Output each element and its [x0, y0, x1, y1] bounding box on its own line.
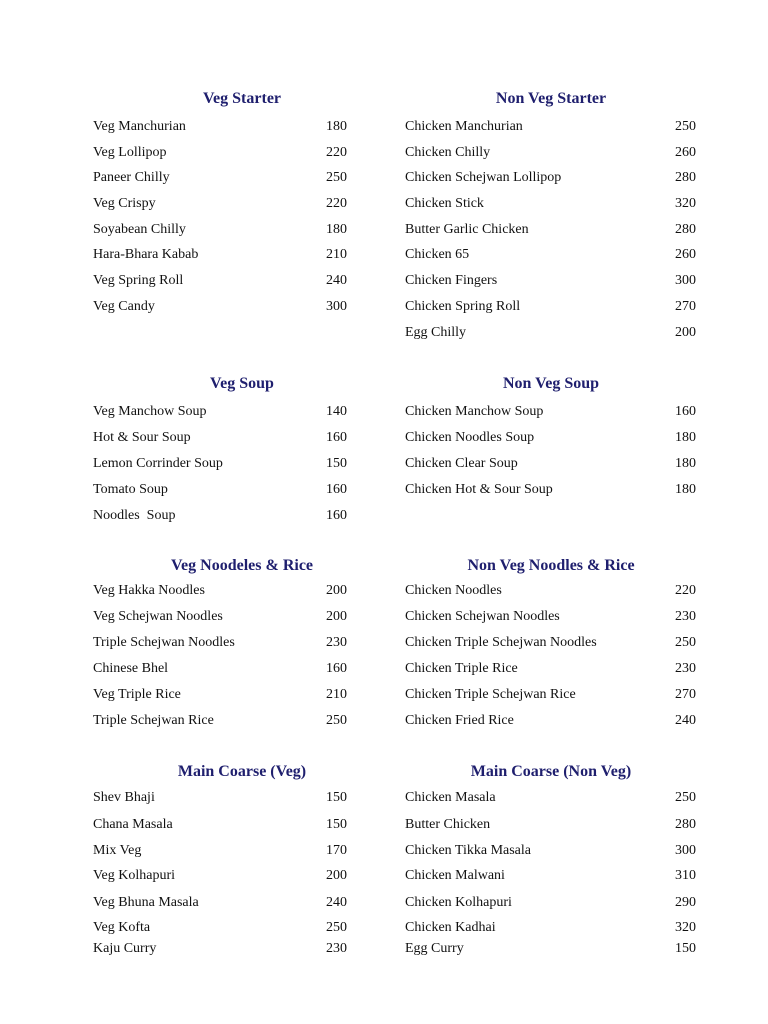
section-title: Veg Starter — [202, 90, 282, 107]
menu-item-price: 280 — [675, 817, 696, 832]
menu-item-name: Veg Candy — [93, 299, 155, 314]
menu-item-price: 230 — [326, 635, 347, 650]
section-title: Main Coarse (Veg) — [177, 763, 307, 780]
menu-item-name: Veg Manchow Soup — [93, 404, 207, 419]
menu-item-price: 200 — [326, 868, 347, 883]
menu-item-price: 200 — [326, 609, 347, 624]
menu-item-name: Triple Schejwan Noodles — [93, 635, 235, 650]
menu-item-price: 160 — [326, 508, 347, 523]
menu-item-name: Chicken Triple Rice — [405, 661, 518, 676]
menu-item-price: 260 — [675, 247, 696, 262]
menu-item-price: 250 — [675, 790, 696, 805]
menu-item-price: 300 — [326, 299, 347, 314]
menu-item-price: 180 — [326, 222, 347, 237]
menu-item-name: Mix Veg — [93, 843, 142, 858]
menu-item-name: Chicken Kadhai — [405, 920, 496, 935]
menu-item-name: Chicken Chilly — [405, 145, 491, 160]
section-title: Non Veg Starter — [495, 90, 607, 107]
menu-item-price: 220 — [326, 145, 347, 160]
menu-item-name: Chicken Manchow Soup — [405, 404, 544, 419]
menu-item-price: 180 — [675, 482, 696, 497]
menu-item-price: 270 — [675, 299, 696, 314]
menu-item-price: 280 — [675, 170, 696, 185]
menu-item-price: 170 — [326, 843, 347, 858]
menu-item-price: 200 — [675, 325, 696, 340]
menu-item-price: 200 — [326, 583, 347, 598]
menu-item-name: Chicken Noodles Soup — [405, 430, 535, 445]
menu-item-name: Triple Schejwan Rice — [93, 713, 214, 728]
section-title: Non Veg Soup — [502, 375, 600, 392]
menu-item-name: Chicken Spring Roll — [405, 299, 521, 314]
menu-item-name: Chicken Manchurian — [405, 119, 523, 134]
menu-item-price: 260 — [675, 145, 696, 160]
menu-item-name: Chana Masala — [93, 817, 173, 832]
menu-item-name: Veg Triple Rice — [93, 687, 181, 702]
menu-item-name: Shev Bhaji — [93, 790, 155, 805]
menu-item-price: 240 — [326, 273, 347, 288]
menu-item-name: Veg Spring Roll — [93, 273, 184, 288]
menu-item-price: 250 — [326, 920, 347, 935]
menu-item-price: 280 — [675, 222, 696, 237]
menu-item-price: 230 — [675, 661, 696, 676]
menu-item-price: 160 — [326, 661, 347, 676]
menu-item-price: 210 — [326, 247, 347, 262]
menu-item-name: Chicken Clear Soup — [405, 456, 518, 471]
menu-item-price: 320 — [675, 196, 696, 211]
menu-item-name: Chicken Triple Schejwan Rice — [405, 687, 576, 702]
menu-item-name: Chicken Schejwan Noodles — [405, 609, 560, 624]
menu-item-price: 320 — [675, 920, 696, 935]
menu-item-price: 230 — [326, 941, 347, 956]
menu-item-name: Hot & Sour Soup — [93, 430, 191, 445]
menu-item-name: Veg Kolhapuri — [93, 868, 176, 883]
menu-item-price: 270 — [675, 687, 696, 702]
menu-item-price: 210 — [326, 687, 347, 702]
menu-item-name: Veg Hakka Noodles — [93, 583, 205, 598]
menu-item-name: Chicken Stick — [405, 196, 484, 211]
menu-item-price: 230 — [675, 609, 696, 624]
section-title: Veg Noodeles & Rice — [170, 557, 314, 574]
menu-item-name: Veg Manchurian — [93, 119, 186, 134]
menu-item-price: 150 — [326, 456, 347, 471]
menu-item-price: 220 — [675, 583, 696, 598]
menu-item-price: 150 — [675, 941, 696, 956]
menu-item-price: 290 — [675, 895, 696, 910]
menu-item-name: Chicken Masala — [405, 790, 496, 805]
menu-item-name: Chicken Fingers — [405, 273, 498, 288]
menu-item-name: Chicken 65 — [405, 247, 470, 262]
menu-item-name: Veg Schejwan Noodles — [93, 609, 223, 624]
menu-item-price: 220 — [326, 196, 347, 211]
menu-item-price: 160 — [675, 404, 696, 419]
menu-item-price: 250 — [326, 170, 347, 185]
menu-item-name: Paneer Chilly — [93, 170, 170, 185]
menu-item-price: 240 — [326, 895, 347, 910]
menu-item-name: Noodles Soup — [93, 508, 176, 523]
menu-item-name: Veg Bhuna Masala — [93, 895, 199, 910]
menu-item-name: Butter Garlic Chicken — [405, 222, 529, 237]
menu-item-name: Tomato Soup — [93, 482, 168, 497]
menu-item-name: Chicken Kolhapuri — [405, 895, 512, 910]
menu-item-name: Hara-Bhara Kabab — [93, 247, 199, 262]
menu-item-name: Chicken Noodles — [405, 583, 502, 598]
section-title: Main Coarse (Non Veg) — [470, 763, 632, 780]
menu-item-name: Lemon Corrinder Soup — [93, 456, 223, 471]
section-title: Non Veg Noodles & Rice — [467, 557, 635, 574]
menu-item-name: Veg Lollipop — [93, 145, 167, 160]
menu-item-price: 300 — [675, 273, 696, 288]
menu-item-price: 160 — [326, 430, 347, 445]
menu-item-name: Egg Chilly — [405, 325, 467, 340]
menu-item-price: 310 — [675, 868, 696, 883]
menu-item-price: 150 — [326, 790, 347, 805]
menu-item-name: Chicken Tikka Masala — [405, 843, 531, 858]
menu-item-name: Chicken Fried Rice — [405, 713, 514, 728]
menu-item-price: 300 — [675, 843, 696, 858]
menu-item-name: Butter Chicken — [405, 817, 491, 832]
menu-item-name: Chicken Triple Schejwan Noodles — [405, 635, 597, 650]
menu-item-name: Chicken Schejwan Lollipop — [405, 170, 562, 185]
section-title: Veg Soup — [210, 375, 274, 392]
menu-item-name: Chinese Bhel — [93, 661, 169, 676]
menu-item-price: 250 — [326, 713, 347, 728]
menu-item-price: 250 — [675, 635, 696, 650]
menu-item-name: Soyabean Chilly — [93, 222, 186, 237]
menu-item-price: 180 — [326, 119, 347, 134]
menu-item-name: Chicken Malwani — [405, 868, 505, 883]
menu-item-price: 240 — [675, 713, 696, 728]
menu-item-price: 140 — [326, 404, 347, 419]
menu-item-price: 180 — [675, 456, 696, 471]
menu-item-name: Kaju Curry — [93, 941, 157, 956]
menu-item-price: 150 — [326, 817, 347, 832]
menu-item-name: Chicken Hot & Sour Soup — [405, 482, 553, 497]
menu-item-name: Veg Kofta — [93, 920, 151, 935]
menu-item-name: Egg Curry — [405, 941, 464, 956]
menu-item-price: 160 — [326, 482, 347, 497]
menu-item-name: Veg Crispy — [93, 196, 156, 211]
menu-item-price: 180 — [675, 430, 696, 445]
menu-item-price: 250 — [675, 119, 696, 134]
